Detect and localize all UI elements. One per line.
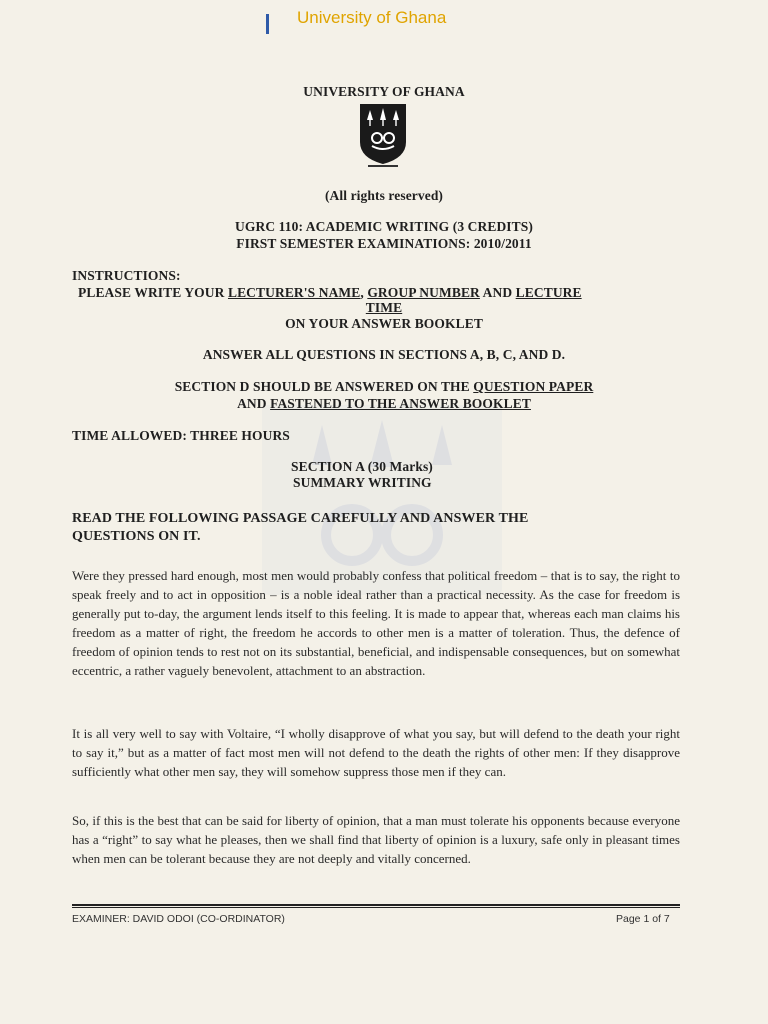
- read-instruction-line-2: QUESTIONS ON IT.: [72, 529, 201, 544]
- time-allowed: TIME ALLOWED: THREE HOURS: [72, 428, 290, 443]
- examiner-name: EXAMINER: DAVID ODOI (CO-ORDINATOR): [72, 913, 285, 925]
- section-a-title: SECTION A (30 Marks): [291, 459, 433, 474]
- answer-all-instruction: ANSWER ALL QUESTIONS IN SECTIONS A, B, C, AND D.: [202, 347, 566, 362]
- institution-name: UNIVERSITY OF GHANA: [303, 84, 465, 99]
- instruction-line-1: PLEASE WRITE YOUR LECTURER'S NAME, GROUP NUMBER AND LECTURE: [78, 285, 582, 300]
- footer-rule: [72, 904, 680, 906]
- header-mark: [266, 14, 269, 34]
- instruction-line-3: ON YOUR ANSWER BOOKLET: [285, 316, 483, 331]
- passage-paragraph-1: Were they pressed hard enough, most men would probably confess that political freedom – that is to say, the right to speak freely and to act in opposition – is a noble ideal rather than a practical necessity. As the case for freedom is generally put to-day, the argument lends itself to this feeling. It is made to appear that, whereas each man claims his freedom as a matter of right, the freedom he accords to other men is a matter of toleration. Thus, the defence of freedom of opinion tends to rest not on its substantial, beneficial, and indispensable consequences, but on somewhat eccentric, a rather vaguely benevolent, attachment to an abstraction.: [72, 568, 680, 678]
- read-instruction-line-1: READ THE FOLLOWING PASSAGE CAREFULLY AND ANSWER THE: [72, 511, 529, 526]
- exam-title: FIRST SEMESTER EXAMINATIONS: 2010/2011: [236, 236, 532, 251]
- university-banner[interactable]: University of Ghana: [297, 8, 447, 27]
- passage-paragraph-3: So, if this is the best that can be said for liberty of opinion, that a man must tolerate his opponents because everyone has a “right” to say what he pleases, then we shall find that liberty of opinion is a luxury, safe only in pleasant times when men can be tolerant because they are not deeply and vitally concerned.: [72, 813, 680, 866]
- section-a-subtitle: SUMMARY WRITING: [293, 475, 432, 490]
- footer-rule-thin: [72, 907, 680, 908]
- university-crest-icon: [358, 102, 408, 168]
- section-d-line-1: SECTION D SHOULD BE ANSWERED ON THE QUESTION PAPER: [174, 379, 594, 394]
- page-number: Page 1 of 7: [616, 913, 670, 925]
- instructions-heading: INSTRUCTIONS:: [72, 268, 181, 283]
- rights-reserved: (All rights reserved): [324, 188, 444, 203]
- instruction-line-2: TIME: [365, 300, 403, 315]
- course-title: UGRC 110: ACADEMIC WRITING (3 CREDITS): [235, 219, 533, 234]
- passage-paragraph-2: It is all very well to say with Voltaire, “I wholly disapprove of what you say, but will defend to the death your right to say it,” but as a matter of fact most men will not defend to the death the rights of other men: If they disapprove sufficiently what other men say, they will somehow suppress those men if they can.: [72, 726, 680, 779]
- section-d-line-2: AND FASTENED TO THE ANSWER BOOKLET: [237, 396, 531, 411]
